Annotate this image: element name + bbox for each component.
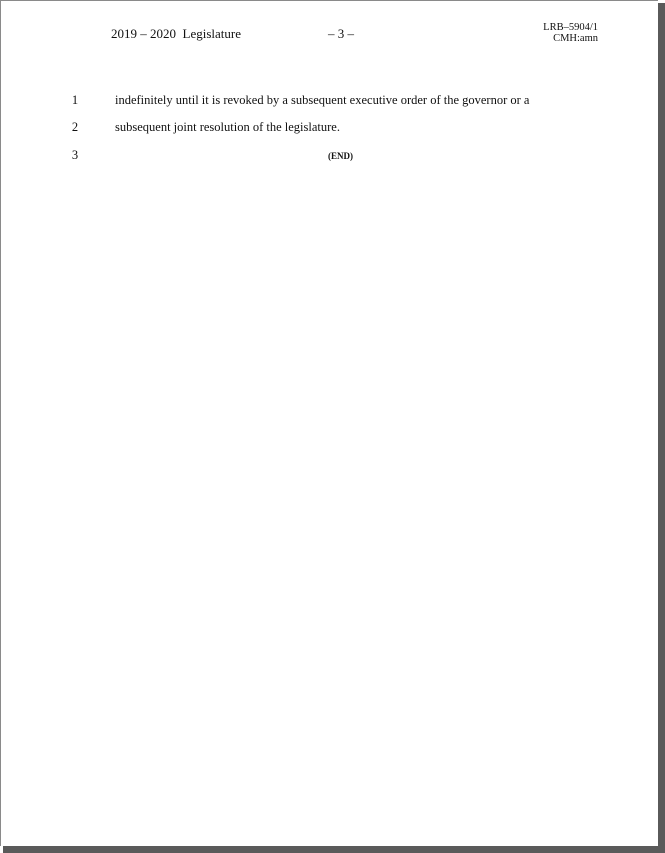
lrb-number: LRB–5904/1 [543,22,598,33]
text-line [1,120,641,138]
drafter-initials: CMH:amn [553,33,598,44]
page-shadow-bottom [3,846,665,853]
page-number: – 3 – [328,26,354,41]
line-text: indefinitely until it is revoked by a subsequent executive order of the governor or a [115,93,530,107]
text-line [1,93,641,111]
text-line [1,148,641,166]
line-number: 3 [71,148,79,162]
line-number: 2 [71,120,79,134]
drafting-reference [543,22,598,44]
legislature-session: 2019 – 2020 Legislature [111,26,241,41]
line-text: subsequent joint resolution of the legislature. [115,120,340,134]
end-marker: (END) [328,151,353,161]
page-shadow-right [658,3,665,853]
line-number: 1 [71,93,79,107]
